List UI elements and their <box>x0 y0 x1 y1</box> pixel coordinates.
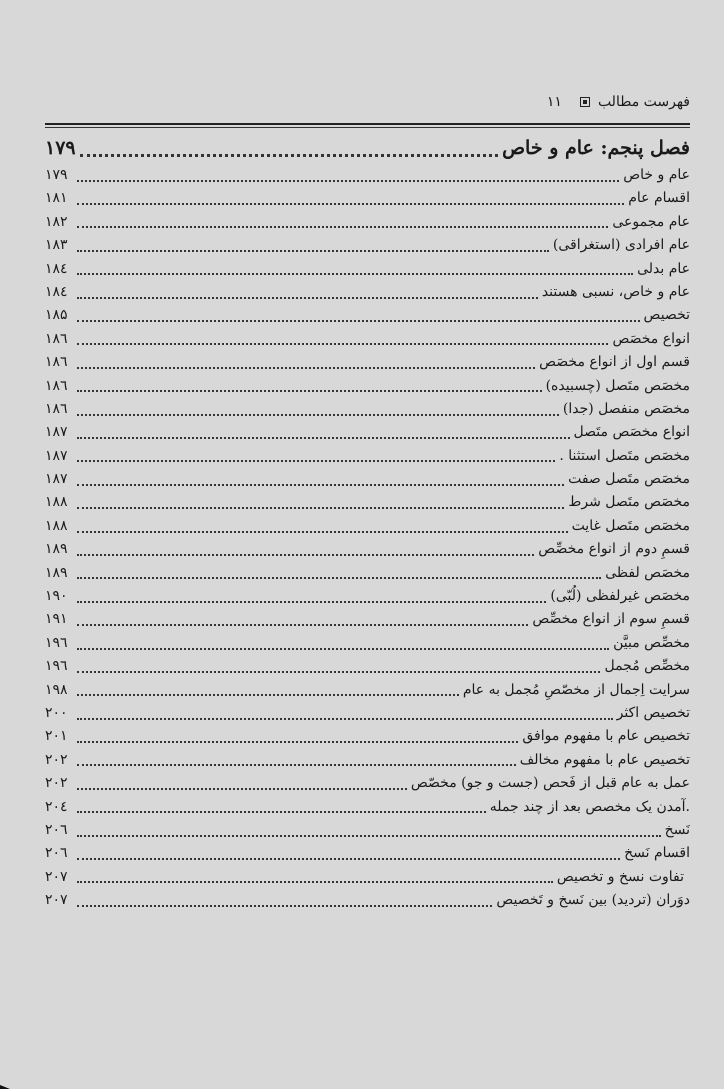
dot-leader <box>77 671 600 673</box>
toc-entry <box>45 304 690 327</box>
toc-entry <box>45 562 690 585</box>
toc-entry-title: عام و خاص، نسبی هستند <box>541 283 690 300</box>
toc-entry-page: ۱۸۸ <box>45 494 68 511</box>
toc-entry-page: ۲۰۰ <box>45 704 68 721</box>
toc-entry <box>45 445 690 468</box>
dot-leader <box>77 741 518 743</box>
toc-entry-title: مخصَص منفصل (جدا) <box>562 400 690 417</box>
toc-entry-title: .آمدن یک مخصص بعد از چند جمله <box>489 798 690 815</box>
toc-entry <box>45 538 690 561</box>
toc-entry-title: عام بدلی <box>637 260 690 277</box>
toc-entry-page: ۱۸۷ <box>45 471 68 488</box>
toc-entry-title: تخصیص اکثر <box>616 704 690 721</box>
dot-leader <box>77 648 609 650</box>
toc-entry-page: ۱۹۰ <box>45 588 68 605</box>
toc-entry <box>45 679 690 702</box>
page-corner-shadow <box>0 1085 10 1089</box>
toc-entry-page: ۱۸٤ <box>45 260 68 277</box>
toc-entry-page: ۱۸٦ <box>45 400 68 417</box>
toc-entry-page: ۱۸۷ <box>45 424 68 441</box>
dot-leader <box>77 601 546 603</box>
dot-leader <box>77 484 564 486</box>
toc-entry <box>45 491 690 514</box>
toc-entry <box>45 328 690 351</box>
dot-leader <box>77 414 559 416</box>
dot-leader <box>77 577 601 579</box>
toc-entry <box>45 234 690 257</box>
dot-leader <box>77 764 516 766</box>
dot-leader <box>77 554 534 556</box>
dot-leader <box>77 437 570 439</box>
toc-entry-page: ۱۸۱ <box>45 190 68 207</box>
dot-leader <box>77 881 553 883</box>
toc-entry-page: ۲۰۲ <box>45 775 68 792</box>
toc-entry-page: ۱۸۳ <box>45 237 68 254</box>
toc-entry <box>45 187 690 210</box>
toc-entry-page: ۱۸٤ <box>45 283 68 300</box>
dot-leader <box>77 531 568 533</box>
toc-entry-title: عمل به عام قبل از فَحص (جست و جو) مخصّص <box>410 775 690 792</box>
toc-entry-title: مخصَص لفظی <box>605 564 690 581</box>
toc-entry-page: ۱۸۷ <box>45 447 68 464</box>
toc-entry-page: ۲۰۱ <box>45 728 68 745</box>
toc-chapter-heading <box>45 132 690 164</box>
toc-entry <box>45 585 690 608</box>
toc-entry-page: ۱۸۵ <box>45 307 68 324</box>
toc-entry-page: ۱۸۹ <box>45 564 68 581</box>
toc-entry-page: ۲۰۲ <box>45 751 68 768</box>
toc-entry-title: مخصَص متَصل صفت <box>568 471 690 488</box>
dot-leader <box>77 250 549 252</box>
toc-entry-page: ۱۹٦ <box>45 634 68 651</box>
toc-entry-title: مخصَص متَصل استثنا . <box>559 447 690 464</box>
toc-entry <box>45 375 690 398</box>
toc-entry-page: ۲۰۷ <box>45 868 68 885</box>
dot-leader <box>77 226 608 228</box>
toc-entry-page: ۱۷۹ <box>45 167 68 183</box>
toc-entry-title: مخصَص متَصل (چسبیده) <box>545 377 690 394</box>
toc-entry-page: ۱۹۱ <box>45 611 68 628</box>
toc-entry <box>45 398 690 421</box>
toc-entry-title: عام مجموعی <box>612 213 690 230</box>
toc-entry <box>45 725 690 748</box>
toc-entry-page: ۱۸٦ <box>45 330 68 347</box>
toc-entry-title: قسمِ دوم از انواع مخصِّص <box>538 541 690 558</box>
toc-entry-title: مخصَص متَصل غایت <box>571 517 690 534</box>
toc-entry-page: ۱۸۲ <box>45 213 68 230</box>
dot-leader <box>77 273 633 275</box>
book-page <box>45 0 690 1089</box>
rule-thin-line <box>45 127 690 128</box>
toc-entry <box>45 468 690 491</box>
dot-leader <box>77 343 608 345</box>
toc-entry <box>45 889 690 912</box>
dot-leader <box>77 460 555 462</box>
toc-entry-title: نَسخ <box>664 821 690 838</box>
toc-entry <box>45 702 690 725</box>
toc-entry <box>45 842 690 865</box>
toc-entry-page: ۲۰٦ <box>45 845 68 862</box>
toc-entry <box>45 164 690 187</box>
toc-entry <box>45 796 690 819</box>
toc-entry-page: ۱۸۹ <box>45 541 68 558</box>
dot-leader <box>77 858 620 860</box>
toc-entry <box>45 632 690 655</box>
rule-thick-line <box>45 123 690 125</box>
dot-leader <box>77 905 492 907</box>
dot-leader <box>77 624 528 626</box>
toc-entry-title: عام و خاص <box>623 167 690 183</box>
toc-entry-title: مخصَص غیرلفظی (لُبّی) <box>550 588 690 605</box>
toc-entry-title: تخصیص <box>643 307 690 324</box>
running-header <box>45 90 690 114</box>
square-bullet-icon <box>580 97 590 107</box>
toc-entry <box>45 772 690 795</box>
toc-entry-title: عام افرادی (استغراقی) <box>552 237 690 254</box>
toc-entry <box>45 421 690 444</box>
toc-entry-page: ۲۰٦ <box>45 821 68 838</box>
running-header-title: فهرست مطالب <box>597 94 690 110</box>
dot-leader <box>77 297 538 299</box>
toc-entry-title: تخصیص عام با مفهوم مخالف <box>519 751 690 768</box>
toc-entry-page: ۱۸٦ <box>45 377 68 394</box>
toc-entry-page: ۱۸۸ <box>45 517 68 534</box>
toc-entry-title: قسمِ سوم از انواع مخصِّص <box>532 611 690 628</box>
dot-leader <box>77 718 613 720</box>
dot-leader <box>77 367 535 369</box>
toc-entry-page: ۱۹۸ <box>45 681 68 698</box>
toc-entry-page: ۱۹٦ <box>45 658 68 675</box>
toc-entry-title: اقسام نَسخ <box>624 845 690 862</box>
toc-entry <box>45 281 690 304</box>
toc-entry-title: دوَران (تردید) بین نَسخ و تَخصیص <box>496 892 690 909</box>
table-of-contents <box>45 132 690 913</box>
chapter-title: فصل پنجم: عام و خاص <box>502 137 690 159</box>
toc-entry-page: ۲۰۷ <box>45 892 68 909</box>
toc-entry-title: مخصِّص مبیَّن <box>613 634 690 651</box>
dot-leader <box>77 390 542 392</box>
dot-leader <box>77 835 661 837</box>
dot-leader <box>77 811 486 813</box>
toc-entry-title: قسم اول از انواع مخصَص <box>539 354 690 371</box>
toc-entry-title: انواع مخصَص <box>612 330 690 347</box>
toc-entry <box>45 655 690 678</box>
chapter-page: ۱۷۹ <box>45 137 76 159</box>
toc-entry-title: تخصیص عام با مفهوم موافق <box>522 728 690 745</box>
dot-leader <box>80 154 498 157</box>
toc-entry <box>45 258 690 281</box>
page-number: ۱۱ <box>546 94 562 110</box>
toc-entry <box>45 819 690 842</box>
toc-entry-page: ۲۰٤ <box>45 798 68 815</box>
toc-entry <box>45 351 690 374</box>
toc-entry-title: سرایت اِجمال از مخصّصِ مُجمل به عام <box>462 681 690 698</box>
dot-leader <box>77 694 459 696</box>
toc-entry-title: اقسام عام <box>628 190 690 207</box>
toc-entry <box>45 866 690 889</box>
toc-entry-title: تفاوت نسخ و تخصیص <box>556 868 684 885</box>
toc-entry-title: مخصَص متَصل شرط <box>568 494 690 511</box>
dot-leader <box>77 788 407 790</box>
dot-leader <box>77 203 624 205</box>
dot-leader <box>77 320 640 322</box>
dot-leader <box>77 507 564 509</box>
toc-entry-title: مخصِّص مُجمل <box>604 658 690 675</box>
toc-entry <box>45 515 690 538</box>
toc-entry <box>45 211 690 234</box>
toc-entry <box>45 749 690 772</box>
toc-entry <box>45 608 690 631</box>
toc-entry-page: ۱۸٦ <box>45 354 68 371</box>
header-double-rule <box>45 123 690 130</box>
toc-entry-title: انواع مخصَص متَصل <box>573 424 690 441</box>
dot-leader <box>77 180 619 182</box>
